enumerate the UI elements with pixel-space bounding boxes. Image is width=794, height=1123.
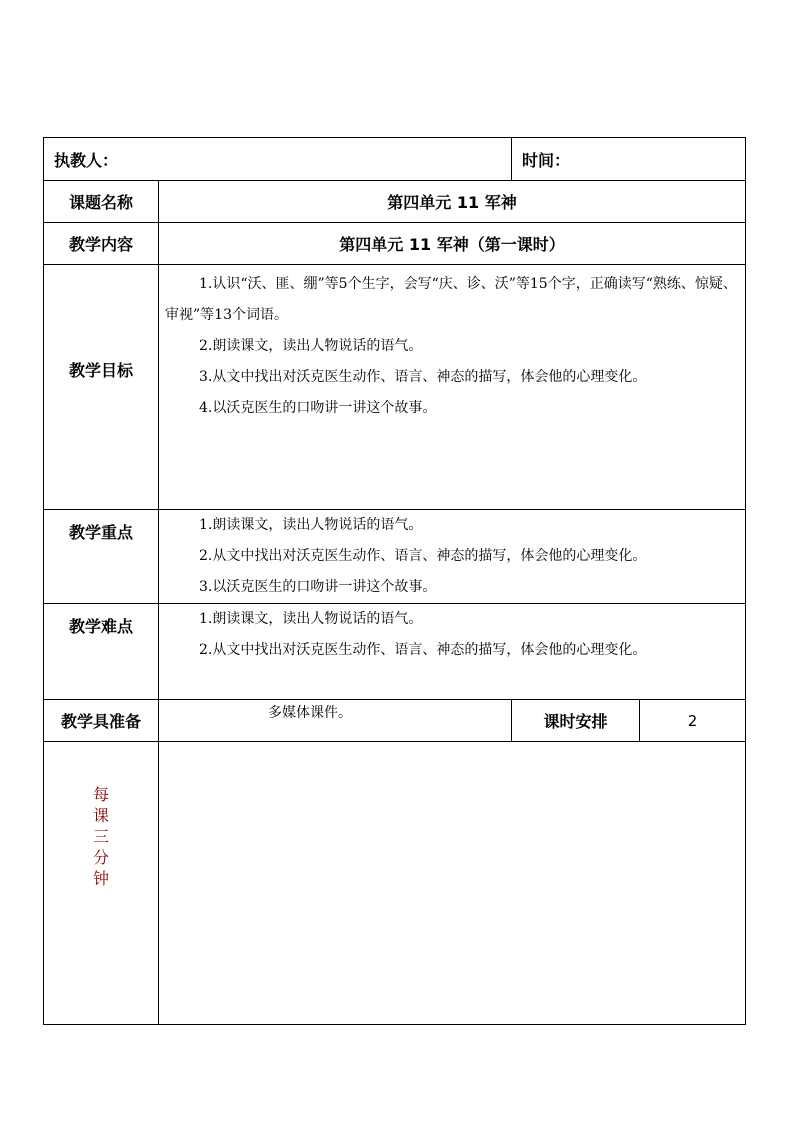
daily-row — [44, 742, 746, 1025]
goals-label-text: 教学目标 — [68, 361, 133, 380]
goal-item: 1.认识“沃、匪、绷”等5个生字，会写“庆、诊、沃”等15个字，正确读写“熟练、惊疑、审视”等13个词语。 — [165, 276, 737, 323]
daily-char: 分 — [92, 848, 109, 867]
key-label-text: 教学重点 — [68, 523, 133, 542]
time-label: 时间： — [522, 150, 571, 170]
topic-value: 第四单元 11 军神 — [159, 181, 746, 223]
content-row — [44, 223, 746, 265]
key-item: 3.以沃克医生的口吻讲一讲这个故事。 — [199, 579, 437, 595]
goal-item: 3.从文中找出对沃克医生动作、语言、神态的描写，体会他的心理变化。 — [199, 369, 647, 385]
difficult-item: 1.朗读课文，读出人物说话的语气。 — [199, 611, 423, 627]
daily-label — [44, 742, 159, 1025]
prep-label: 教学具准备 — [44, 700, 159, 742]
teacher-label: 执教人： — [54, 150, 119, 170]
content-value: 第四单元 11 军神（第一课时） — [159, 223, 746, 265]
schedule-value: 2 — [640, 700, 746, 742]
topic-row — [44, 181, 746, 223]
content-label: 教学内容 — [44, 223, 159, 265]
key-label — [44, 510, 159, 604]
daily-char: 课 — [92, 806, 109, 825]
lesson-plan-table — [43, 137, 746, 1025]
key-item: 2.从文中找出对沃克医生动作、语言、神态的描写，体会他的心理变化。 — [199, 548, 647, 564]
prep-value: 多媒体课件。 — [159, 700, 512, 742]
key-row — [44, 510, 746, 604]
schedule-label: 课时安排 — [512, 700, 640, 742]
teacher-cell — [44, 138, 512, 181]
daily-content — [159, 742, 746, 1025]
daily-char: 钟 — [92, 869, 109, 888]
difficult-row — [44, 604, 746, 700]
daily-char: 每 — [92, 785, 109, 804]
goal-item: 2.朗读课文，读出人物说话的语气。 — [199, 338, 423, 354]
difficult-label-text: 教学难点 — [68, 617, 133, 636]
goals-content — [159, 265, 746, 510]
daily-char: 三 — [92, 827, 109, 846]
key-content — [159, 510, 746, 604]
goals-row — [44, 265, 746, 510]
difficult-content — [159, 604, 746, 700]
header-row — [44, 138, 746, 181]
topic-label: 课题名称 — [44, 181, 159, 223]
key-item: 1.朗读课文，读出人物说话的语气。 — [199, 517, 423, 533]
time-cell — [512, 138, 746, 181]
goal-item: 4.以沃克医生的口吻讲一讲这个故事。 — [199, 400, 437, 416]
goals-label — [44, 265, 159, 510]
prep-row — [44, 700, 746, 742]
difficult-item: 2.从文中找出对沃克医生动作、语言、神态的描写，体会他的心理变化。 — [199, 642, 647, 658]
difficult-label — [44, 604, 159, 700]
